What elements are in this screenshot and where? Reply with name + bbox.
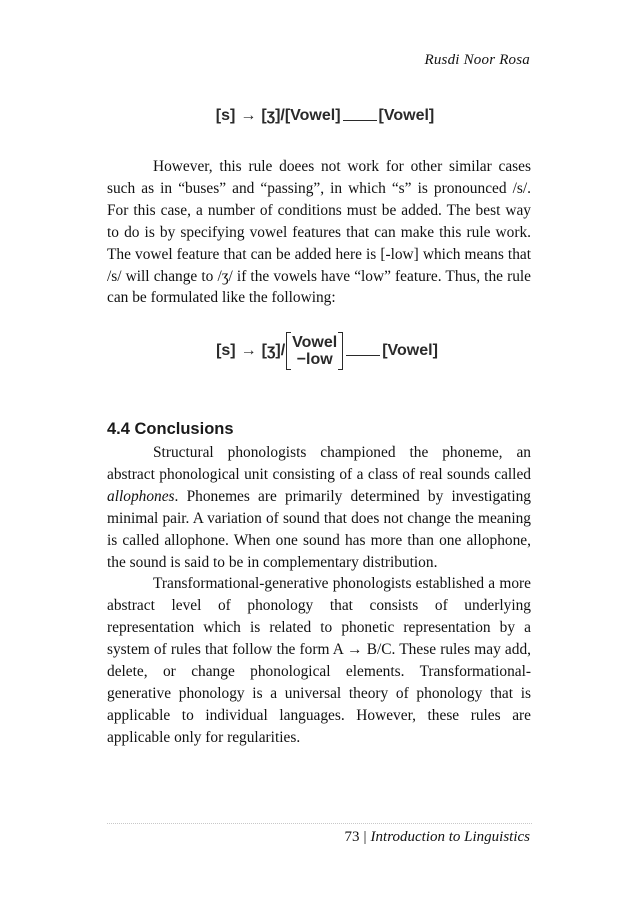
feature-matrix: [286, 332, 343, 370]
paragraph-structural-end: . Phonemes are primarily determined by investigating minimal pair. A variation of sound that does not change the meaning is called allophone. When one sound has more than one allophone, the sound is said to be in complementary distribution.: [107, 487, 531, 571]
matrix-right-bracket: [338, 332, 343, 370]
page-footer: [345, 829, 530, 846]
page-number: 73: [344, 829, 360, 845]
allophones-term: allophones: [107, 487, 175, 505]
book-title: Introduction to Linguistics: [370, 829, 530, 845]
body-text-conclusions: [107, 442, 531, 749]
formula-1-arrow: →: [240, 107, 257, 124]
matrix-top-feature: Vowel: [292, 334, 338, 351]
section-heading: 4.4 Conclusions: [107, 420, 234, 438]
body-text-upper: [107, 156, 531, 309]
paragraph-structural-start: Structural phonologists championed the phoneme, an abstract phonological unit consisting of a class of real sounds called: [107, 444, 531, 483]
matrix-bottom-feature: −low: [296, 351, 333, 368]
rule-formula-1: [6, 107, 638, 125]
formula-2-rhs-prefix: [ʒ]/: [261, 342, 286, 359]
formula-1-rhs: [ʒ]/[Vowel]: [261, 107, 341, 124]
formula-1-blank: [343, 120, 377, 121]
footer-separator: |: [363, 829, 367, 845]
formula-2-blank: [346, 355, 380, 356]
paragraph-transformational: Transformational-generative phonologists established a more abstract level of phonology that consists of underlying representation which is related to phonetic representation by a system of rules that follow the form A → B/C. These rules may add, delete, or change phonological elements. Transformational-generative phonology is a universal theory of phonology that is applicable to individual languages. However, these rules are applicable only for regularities.: [107, 575, 531, 746]
running-head-author: Rusdi Noor Rosa: [424, 52, 530, 68]
matrix-features: [291, 334, 338, 368]
rule-formula-2: [8, 332, 638, 370]
formula-1-right: [Vowel]: [378, 107, 435, 124]
footer-divider: [107, 823, 532, 824]
paragraph-structural: [107, 442, 531, 573]
formula-2-lhs: [s]: [216, 342, 236, 359]
formula-2-right: [Vowel]: [382, 342, 438, 359]
formula-2-arrow: →: [240, 342, 257, 359]
paragraph-rule-explanation: However, this rule doees not work for other similar cases such as in “buses” and “passing”, in which “s” is pronounced /s/. For this case, a number of conditions must be added. The best way to do is by specifying vowel features that can make this rule work. The vowel feature that can be added here is [-low] which means that /s/ will change to /ʒ/ if the vowels have “low” feature. Thus, the rule can be formulated like the following:: [107, 158, 531, 307]
formula-1-lhs: [s]: [215, 107, 236, 124]
